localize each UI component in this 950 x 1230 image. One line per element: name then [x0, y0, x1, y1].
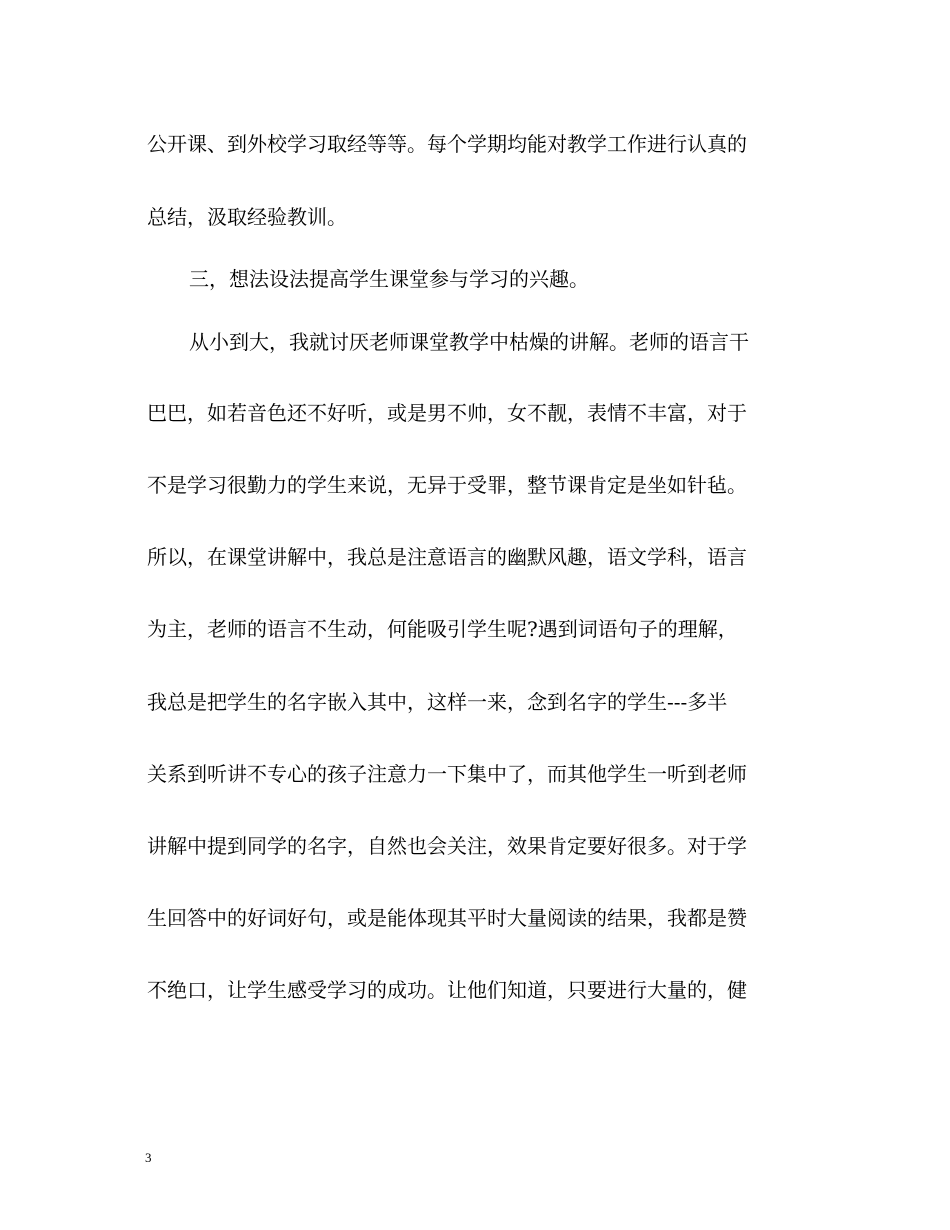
text-line-10: 关系到听讲不专心的孩子注意力一下集中了，而其他学生一听到老师 [147, 762, 747, 786]
text-line-1: 公开课、到外校学习取经等等。每个学期均能对教学工作进行认真的 [147, 132, 747, 156]
text-line-11: 讲解中提到同学的名字，自然也会关注，效果肯定要好很多。对于学 [147, 834, 747, 858]
text-line-9: 我总是把学生的名字嵌入其中，这样一来，念到名字的学生---多半 [147, 690, 728, 714]
text-line-6: 不是学习很勤力的学生来说，无异于受罪，整节课肯定是坐如针毡。 [147, 473, 747, 497]
page-number: 3 [145, 1150, 152, 1165]
section-heading: 三，想法设法提高学生课堂参与学习的兴趣。 [189, 267, 589, 291]
text-line-12: 生回答中的好词好句，或是能体现其平时大量阅读的结果，我都是赞 [147, 906, 747, 930]
text-line-13: 不绝口，让学生感受学习的成功。让他们知道，只要进行大量的，健 [147, 978, 747, 1002]
text-line-5: 巴巴，如若音色还不好听，或是男不帅，女不靓，表情不丰富，对于 [147, 401, 747, 425]
text-line-4: 从小到大，我就讨厌老师课堂教学中枯燥的讲解。老师的语言干 [189, 330, 749, 354]
text-line-8: 为主，老师的语言不生动，何能吸引学生呢?遇到词语句子的理解， [147, 617, 738, 641]
text-line-7: 所以，在课堂讲解中，我总是注意语言的幽默风趣，语文学科，语言 [147, 545, 747, 569]
text-line-2: 总结，汲取经验教训。 [147, 205, 347, 229]
